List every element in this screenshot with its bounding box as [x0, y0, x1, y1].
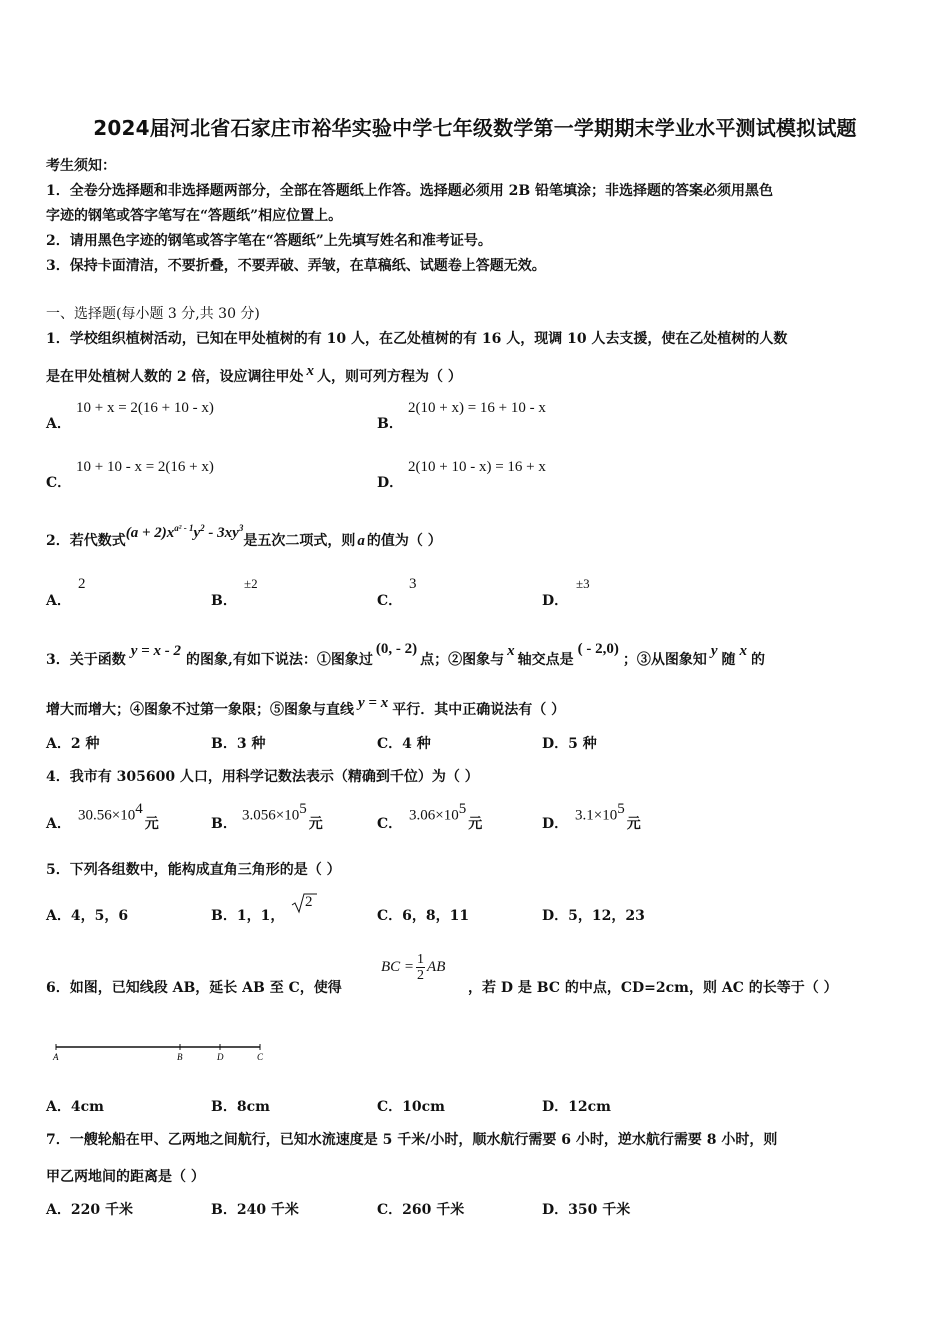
q2-option-d-label: D． — [542, 593, 569, 609]
q3-x: x — [507, 643, 515, 659]
q7-line-2: 甲乙两地间的距离是（ ） — [46, 1169, 205, 1185]
q4-option-c-label: C． — [377, 816, 403, 832]
q4-d-unit: 元 — [626, 816, 641, 833]
q2-option-b-label: B． — [211, 593, 237, 609]
q7-option-b: B．240 千米 — [211, 1202, 299, 1218]
q1-option-b-expr: 2(10 + x) = 16 + 10 - x — [408, 400, 546, 416]
q2-exp-3: 3 — [238, 523, 244, 533]
q6-pre: 6．如图，已知线段 AB，延长 AB 至 C，使得 — [46, 980, 342, 996]
q6-option-d: D．12cm — [542, 1099, 611, 1115]
point-label-a: A — [53, 1052, 59, 1062]
q3-text-1: 的图象,有如下说法：①图象过 — [185, 652, 373, 668]
q1-option-c-expr: 10 + 10 - x = 2(16 + x) — [76, 459, 214, 475]
q6-frac-num: 1 — [417, 952, 425, 967]
point-label-d: D — [217, 1052, 224, 1062]
q3-text-3: 轴交点是 — [517, 652, 574, 668]
q4-b-exp: 5 — [299, 801, 307, 817]
q3-option-d: D．5 种 — [542, 736, 597, 752]
q4-c-exp: 5 — [458, 801, 467, 817]
q2-option-b-value: ±2 — [244, 576, 258, 591]
q1-line-2a: 是在甲处植树人数的 2 倍，设应调往甲处 — [46, 369, 304, 385]
q3-point-2: ( - 2,0) — [577, 641, 619, 657]
q2-stem — [46, 523, 442, 550]
q4-option-b-expr — [242, 801, 323, 833]
q2-expression — [126, 525, 244, 541]
q6-post: ，若 D 是 BC 的中点，CD=2cm，则 AC 的长等于（ ） — [468, 980, 838, 996]
q3-line-2 — [46, 695, 566, 719]
q6-option-c: C．10cm — [377, 1099, 445, 1115]
q7-option-a: A．220 千米 — [46, 1202, 133, 1218]
q4-option-a-expr — [78, 801, 159, 833]
q1-option-c-label: C． — [46, 475, 72, 491]
q4-c-base: 3.06×10 — [409, 807, 459, 824]
q3-line-2b: 平行．其中正确说法有（ ） — [392, 702, 566, 718]
q2-option-c-value: 3 — [409, 576, 417, 592]
section-heading: 一、选择题(每小题 3 分,共 30 分) — [46, 306, 260, 322]
q2-expr-a: (a + 2)x — [125, 525, 175, 541]
q7-option-c: C．260 千米 — [377, 1202, 465, 1218]
q4-d-base: 3.1×10 — [575, 807, 618, 824]
q4-b-unit: 元 — [308, 816, 323, 833]
q5-option-c: C．6，8，11 — [377, 908, 470, 924]
q1-option-a-expr: 10 + x = 2(16 + 10 - x) — [76, 400, 214, 416]
point-label-b: B — [177, 1052, 183, 1062]
q6-option-a: A．4cm — [46, 1099, 104, 1115]
q1-option-b-label: B． — [377, 416, 403, 432]
q2-expr-b: y — [193, 525, 201, 541]
q4-c-unit: 元 — [468, 816, 483, 833]
q4-option-c-expr — [409, 801, 483, 833]
q2-exp-1: a² - 1 — [174, 523, 194, 533]
q2-post-1: 是五次二项式，则 — [243, 533, 356, 549]
q6-rhs: AB — [427, 959, 446, 975]
q6-fraction — [416, 952, 425, 983]
q3-text-6: 的 — [751, 652, 765, 668]
q2-expr-c: - 3xy — [204, 525, 239, 541]
q6-lhs: BC = — [381, 959, 415, 975]
q6-option-b: B．8cm — [211, 1099, 270, 1115]
q7-option-d: D．350 千米 — [542, 1202, 631, 1218]
q1-option-d-label: D． — [377, 475, 404, 491]
q3-x-2: x — [739, 643, 747, 659]
q2-exp-2: 2 — [200, 523, 205, 533]
q2-option-a-value: 2 — [78, 576, 86, 592]
point-label-c: C — [257, 1052, 264, 1062]
q4-b-base: 3.056×10 — [242, 807, 300, 824]
q3-text-5: 随 — [721, 652, 736, 668]
q5-sqrt-value: 2 — [305, 894, 313, 910]
q4-a-base: 30.56×10 — [78, 807, 136, 824]
q3-option-a: A．2 种 — [46, 736, 100, 752]
q1-line-2b: 人，则可列方程为（ ） — [317, 369, 462, 385]
q1-var: x — [306, 363, 314, 379]
q3-point-1: (0, - 2) — [375, 641, 418, 657]
q1-line-2 — [46, 363, 462, 386]
q5-option-b: B．1，1， — [211, 908, 285, 924]
q3-option-b: B．3 种 — [211, 736, 266, 752]
q4-option-b-label: B． — [211, 816, 237, 832]
q4-option-a-label: A． — [46, 816, 71, 832]
q3-y: y — [710, 643, 718, 659]
q5-option-a: A．4，5，6 — [46, 908, 129, 924]
q3-line-eq: y = x — [358, 695, 389, 711]
sqrt-sign-icon — [291, 892, 317, 914]
q5-option-d: D．5，12，23 — [542, 908, 645, 924]
q3-pre: 3．关于函数 — [46, 652, 126, 668]
q1-option-a-label: A． — [46, 416, 71, 432]
q2-option-d-value: ±3 — [576, 576, 590, 591]
notice-line-1b: 字迹的钢笔或答字笔写在“答题纸”相应位置上。 — [46, 208, 343, 224]
notice-line-3: 3．保持卡面清洁，不要折叠，不要弄破、弄皱，在草稿纸、试题卷上答题无效。 — [46, 258, 546, 274]
q2-option-c-label: C． — [377, 593, 403, 609]
q6-frac-den: 2 — [417, 968, 425, 983]
q3-option-c: C．4 种 — [377, 736, 431, 752]
q3-line-1 — [46, 641, 765, 669]
q4-stem: 4．我市有 305600 人口，用科学记数法表示（精确到千位）为（ ） — [46, 769, 479, 785]
q1-option-d-expr: 2(10 + 10 - x) = 16 + x — [408, 459, 546, 475]
q4-option-d-label: D． — [542, 816, 569, 832]
q3-line-2a: 增大而增大；④图象不过第一象限；⑤图象与直线 — [46, 702, 354, 718]
notice-line-2: 2．请用黑色字迹的钢笔或答字笔在“答题纸”上先填写姓名和准考证号。 — [46, 233, 492, 249]
q5-stem: 5．下列各组数中，能构成直角三角形的是（ ） — [46, 862, 341, 878]
q4-option-d-expr — [575, 801, 641, 833]
page-title: 2024届河北省石家庄市裕华实验中学七年级数学第一学期期末学业水平测试模拟试题 — [93, 116, 857, 140]
notice-line-1a: 1．全卷分选择题和非选择题两部分，全部在答题纸上作答。选择题必须用 2B 铅笔填涂；非选择题的答案必须用黑色 — [46, 183, 774, 199]
q4-d-exp: 5 — [617, 801, 625, 817]
q4-a-unit: 元 — [144, 816, 159, 833]
notice-heading: 考生须知： — [46, 158, 116, 174]
q2-option-a-label: A． — [46, 593, 71, 609]
q2-pre: 2．若代数式 — [46, 533, 126, 549]
q7-line-1: 7．一艘轮船在甲、乙两地之间航行，已知水流速度是 5 千米/小时，顺水航行需要 6 小时，逆水航行需要 8 小时，则 — [46, 1132, 778, 1148]
q2-var: a — [357, 533, 365, 549]
q2-post-2: 的值为（ ） — [366, 533, 442, 549]
q3-function: y = x - 2 — [130, 643, 181, 659]
q4-a-exp: 4 — [135, 801, 143, 817]
q3-text-2: 点；②图象与 — [420, 652, 505, 668]
q6-formula — [381, 952, 445, 983]
segment-diagram — [50, 1040, 270, 1064]
q3-text-4: ；③从图象知 — [622, 652, 707, 668]
q1-line-1: 1．学校组织植树活动，已知在甲处植树的有 10 人，在乙处植树的有 16 人，现调 10 人去支援，使在乙处植树的人数 — [46, 331, 788, 347]
